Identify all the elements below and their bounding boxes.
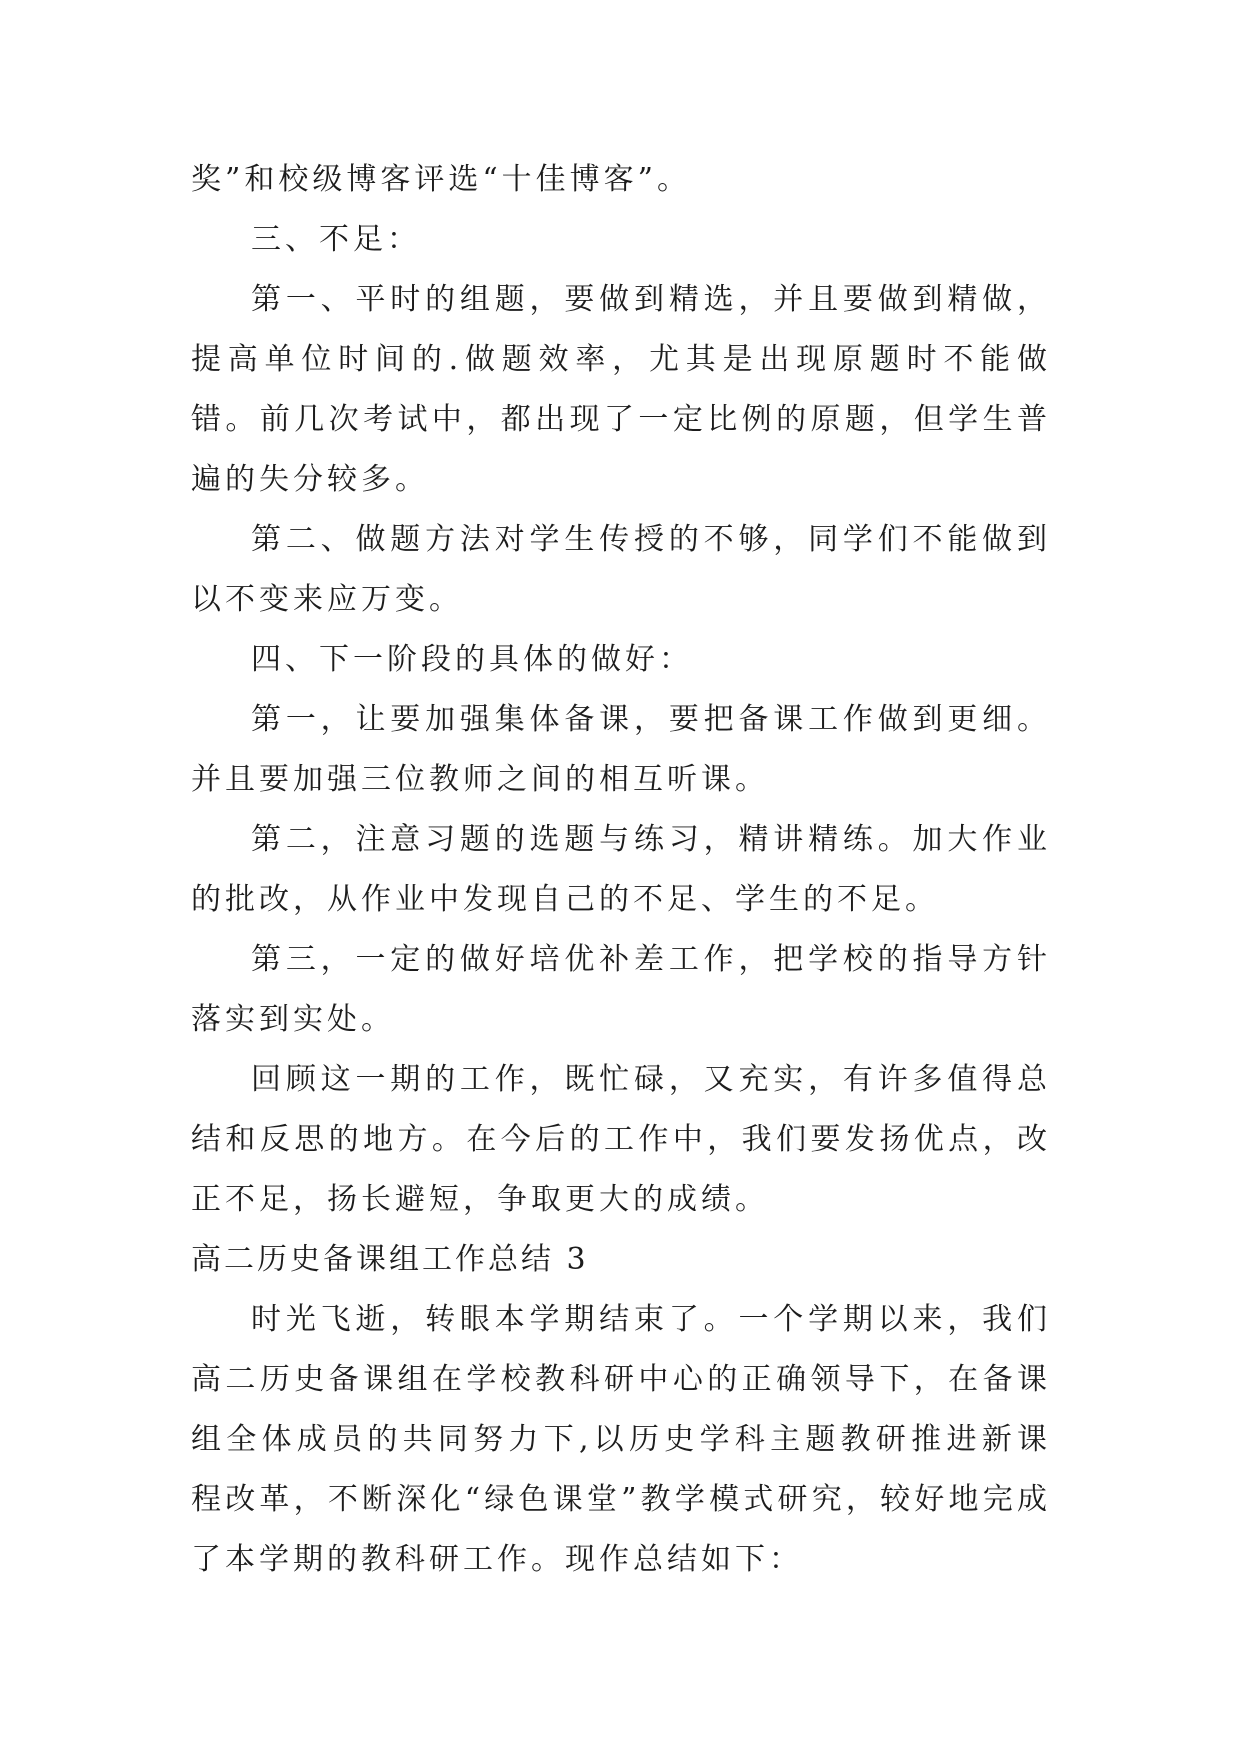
paragraph-shortcoming-1: 第一、平时的组题，要做到精选，并且要做到精做，提高单位时间的.做题效率，尤其是出现原题时不能做错。前几次考试中，都出现了一定比例的原题，但学生普遍的失分较多。 [191,282,1051,497]
paragraph-review: 回顾这一期的工作，既忙碌，又充实，有许多值得总结和反思的地方。在今后的工作中，我们要发扬优点，改正不足，扬长避短，争取更大的成绩。 [191,1062,1051,1217]
paragraph-award-continuation: 奖”和校级博客评选“十佳博客”。 [191,162,692,197]
paragraph-shortcoming-2: 第二、做题方法对学生传授的不够，同学们不能做到以不变来应万变。 [191,522,1051,617]
document-body [191,150,1051,1590]
heading-shortcomings: 三、不足： [251,222,421,257]
section-title: 高二历史备课组工作总结 3 [191,1242,589,1277]
paragraph-plan-1: 第一，让要加强集体备课，要把备课工作做到更细。并且要加强三位教师之间的相互听课。 [191,702,1051,797]
paragraph-plan-2: 第二，注意习题的选题与练习，精讲精练。加大作业的批改，从作业中发现自己的不足、学生的不足。 [191,822,1051,917]
paragraph-intro-summary-3: 时光飞逝，转眼本学期结束了。一个学期以来，我们高二历史备课组在学校教科研中心的正确领导下，在备课组全体成员的共同努力下,以历史学科主题教研推进新课程改革，不断深化“绿色课堂”教学模式研究，较好地完成了本学期的教科研工作。现作总结如下： [191,1302,1051,1577]
paragraph-plan-3: 第三，一定的做好培优补差工作，把学校的指导方针落实到实处。 [191,942,1051,1037]
heading-next-stage: 四、下一阶段的具体的做好： [251,642,693,677]
